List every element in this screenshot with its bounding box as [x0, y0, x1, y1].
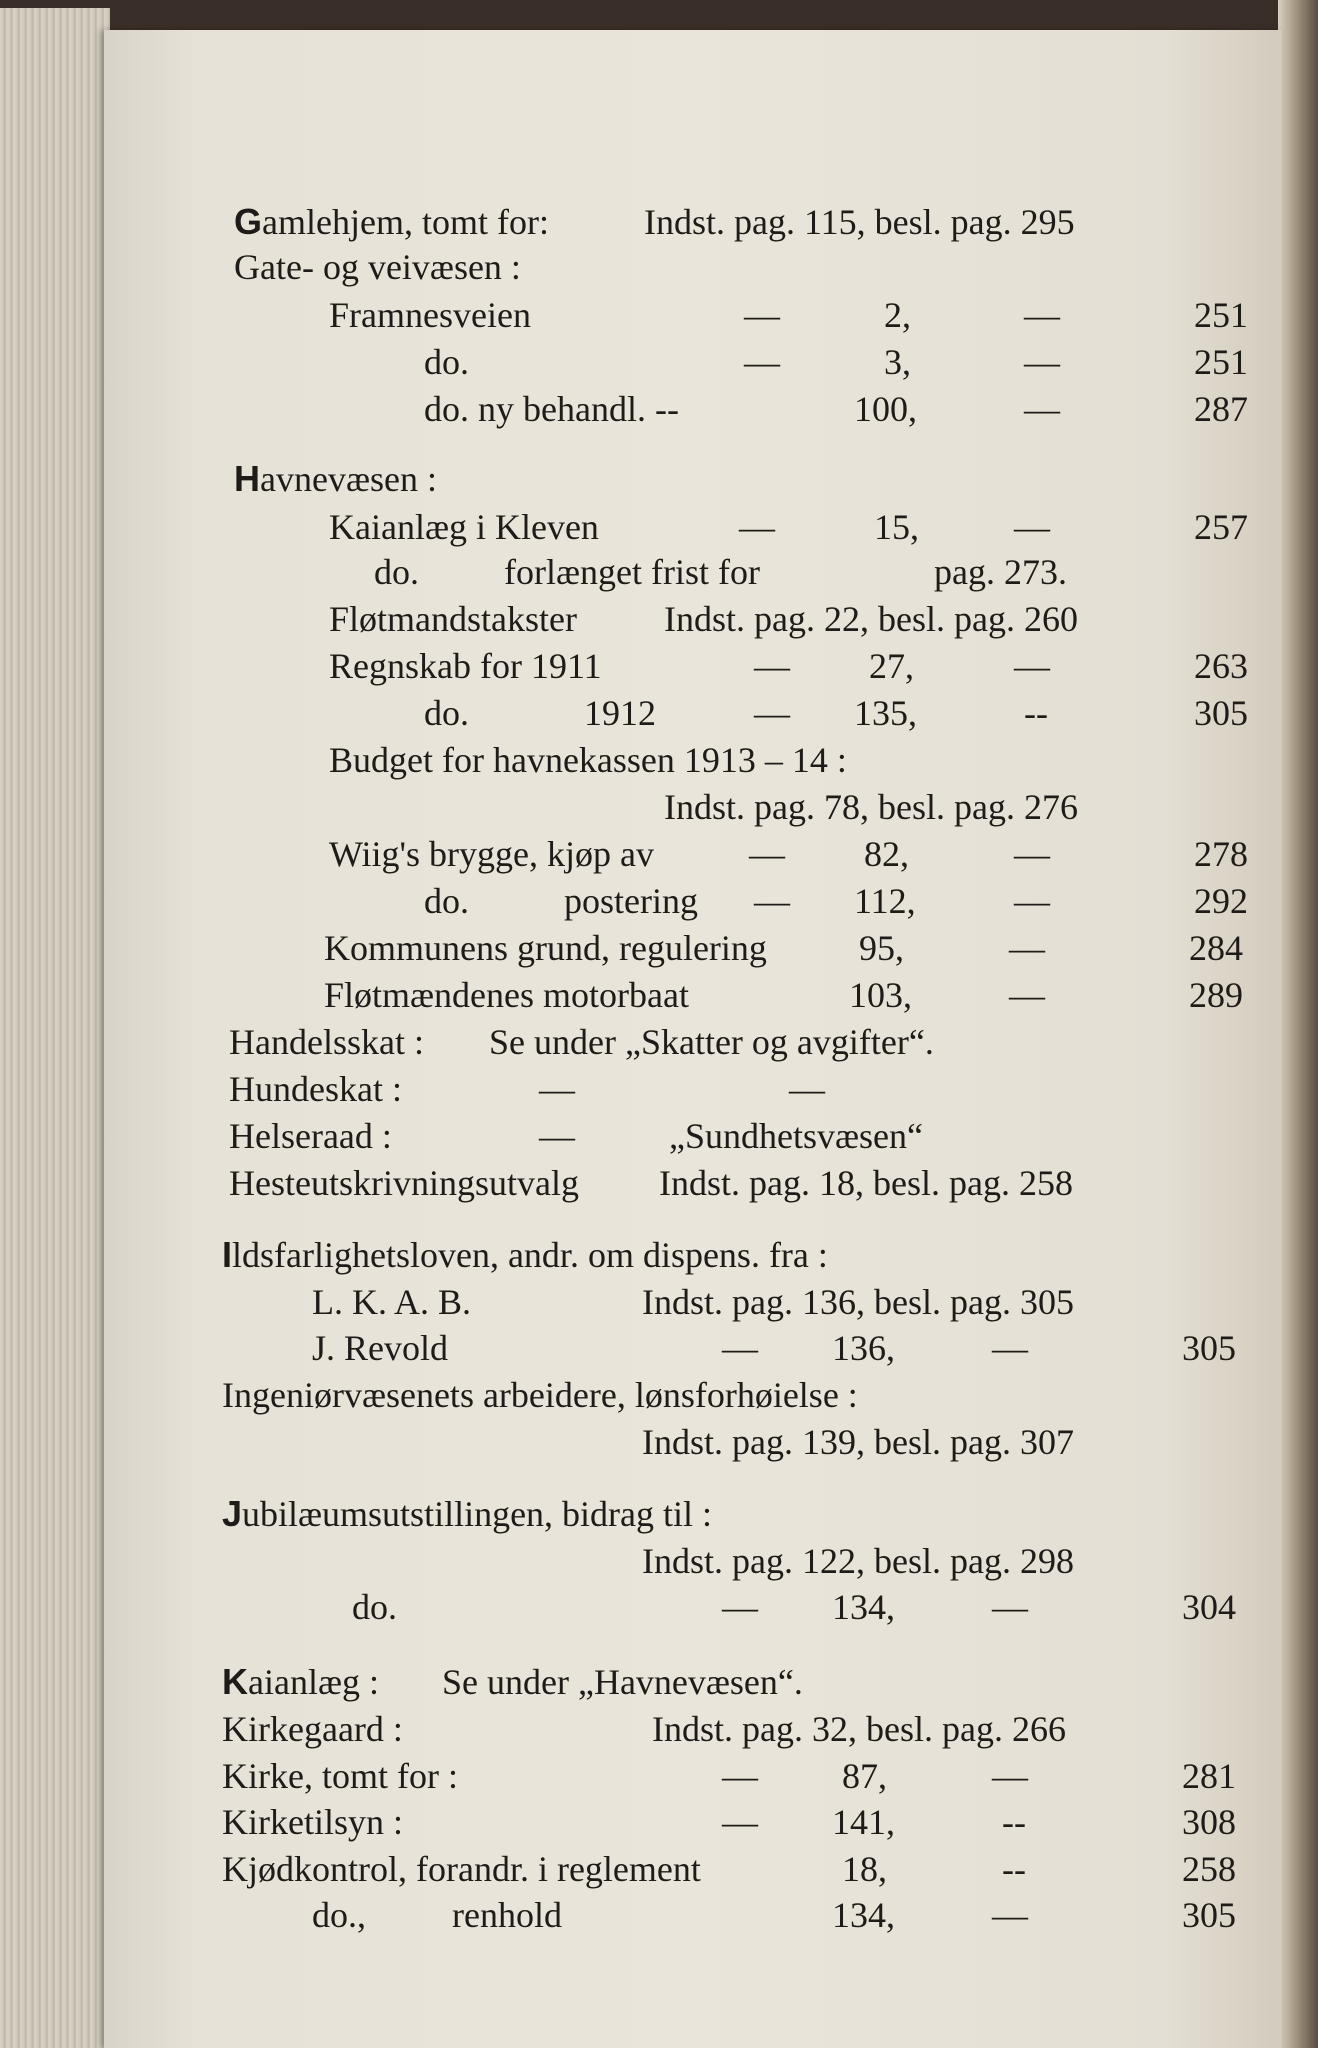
- entry-term: do. ny behandl. --: [424, 389, 679, 429]
- entry-reference: —: [744, 342, 780, 382]
- index-entry: [229, 1067, 1269, 1111]
- index-entry: [234, 644, 1274, 688]
- index-entry: [222, 1539, 1262, 1583]
- index-entry: [234, 832, 1274, 876]
- entry-term: Regnskab for 1911: [329, 646, 602, 686]
- index-entry: [229, 973, 1269, 1017]
- entry-reference: 15,: [874, 507, 919, 547]
- entry-reference: forlænget frist for: [504, 552, 760, 592]
- entry-reference: 257: [1194, 507, 1248, 547]
- entry-term: Helseraad :: [229, 1116, 392, 1156]
- entry-reference: 305: [1182, 1328, 1236, 1368]
- entry-term: Hesteutskrivningsutvalg: [229, 1163, 579, 1203]
- index-entry: [234, 245, 1274, 289]
- entry-term: Ildsfarlighetsloven, andr. om dispens. fra :: [222, 1234, 828, 1275]
- entry-term: Indst. pag. 78, besl. pag. 276: [664, 787, 1078, 827]
- entry-reference: —: [1014, 834, 1050, 874]
- entry-reference: Indst. pag. 32, besl. pag. 266: [652, 1709, 1066, 1749]
- entry-reference: 1912: [584, 693, 656, 733]
- entry-reference: 305: [1194, 693, 1248, 733]
- entry-term: Kommunens grund, regulering: [324, 928, 767, 968]
- index-entry: [222, 1280, 1262, 1324]
- index-entry: [234, 387, 1274, 431]
- entry-reference: Indst. pag. 18, besl. pag. 258: [659, 1163, 1073, 1203]
- entry-reference: Se under „Havnevæsen“.: [442, 1662, 803, 1702]
- entry-reference: —: [992, 1756, 1028, 1796]
- entry-reference: 82,: [864, 834, 909, 874]
- entry-reference: 136,: [832, 1328, 895, 1368]
- entry-term: Ingeniørvæsenets arbeidere, lønsforhøielse :: [222, 1375, 858, 1415]
- entry-reference: —: [1009, 928, 1045, 968]
- entry-reference: 2,: [884, 295, 911, 335]
- entry-term: Fløtmændenes motorbaat: [324, 975, 689, 1015]
- entry-reference: 251: [1194, 295, 1248, 335]
- entry-term: Budget for havnekassen 1913 – 14 :: [329, 740, 847, 780]
- entry-term: Kirketilsyn :: [222, 1802, 403, 1842]
- index-entry: [229, 926, 1269, 970]
- entry-reference: 287: [1194, 389, 1248, 429]
- index-entry: [229, 1020, 1269, 1064]
- entry-term: Jubilæumsutstillingen, bidrag til :: [222, 1493, 713, 1534]
- entry-reference: renhold: [452, 1895, 562, 1935]
- entry-reference: —: [1024, 295, 1060, 335]
- index-entry: [234, 691, 1274, 735]
- entry-term: do.: [424, 342, 469, 382]
- entry-term: Havnevæsen :: [234, 458, 437, 499]
- entry-reference: 95,: [859, 928, 904, 968]
- entry-term: Kaianlæg :: [222, 1661, 379, 1702]
- entry-term: Fløtmandstakster: [329, 599, 577, 639]
- entry-reference: —: [1014, 507, 1050, 547]
- entry-reference: —: [1024, 389, 1060, 429]
- entry-reference: 134,: [832, 1587, 895, 1627]
- book-page: [104, 30, 1282, 2048]
- entry-reference: 134,: [832, 1895, 895, 1935]
- index-entry: [229, 1161, 1269, 1205]
- entry-reference: 304: [1182, 1587, 1236, 1627]
- index-entry: [222, 1800, 1262, 1844]
- binding-edge: [1278, 0, 1318, 2048]
- index-entry: [234, 879, 1274, 923]
- entry-reference: Indst. pag. 115, besl. pag. 295: [644, 202, 1075, 242]
- entry-reference: 18,: [842, 1849, 887, 1889]
- entry-term: Hundeskat :: [229, 1069, 402, 1109]
- entry-term: do.: [374, 552, 419, 592]
- entry-term: Framnesveien: [329, 295, 531, 335]
- index-entry: [222, 1585, 1262, 1629]
- index-entry: [234, 597, 1274, 641]
- entry-term: Kjødkontrol, forandr. i reglement: [222, 1849, 701, 1889]
- entry-term: Handelsskat :: [229, 1022, 424, 1062]
- entry-reference: 292: [1194, 881, 1248, 921]
- entry-reference: —: [992, 1895, 1028, 1935]
- entry-reference: Indst. pag. 22, besl. pag. 260: [664, 599, 1078, 639]
- entry-reference: —: [1014, 646, 1050, 686]
- entry-term: Kaianlæg i Kleven: [329, 507, 599, 547]
- entry-reference: 3,: [884, 342, 911, 382]
- entry-term: Indst. pag. 122, besl. pag. 298: [642, 1541, 1074, 1581]
- entry-reference: —: [754, 646, 790, 686]
- entry-reference: 87,: [842, 1756, 887, 1796]
- entry-term: L. K. A. B.: [312, 1282, 472, 1322]
- entry-reference: —: [1024, 342, 1060, 382]
- entry-term: Kirke, tomt for :: [222, 1756, 458, 1796]
- entry-reference: 141,: [832, 1802, 895, 1842]
- entry-reference: 289: [1189, 975, 1243, 1015]
- entry-reference: 135,: [854, 693, 917, 733]
- index-entry: [222, 1754, 1262, 1798]
- entry-reference: —: [739, 507, 775, 547]
- entry-reference: --: [1024, 693, 1048, 733]
- entry-term: Wiig's brygge, kjøp av: [329, 834, 654, 874]
- page-edges: [0, 8, 110, 2048]
- entry-reference: 27,: [869, 646, 914, 686]
- entry-term: do.,: [312, 1895, 366, 1935]
- entry-reference: —: [744, 295, 780, 335]
- entry-reference: —: [992, 1587, 1028, 1627]
- entry-reference: 100,: [854, 389, 917, 429]
- entry-reference: pag. 273.: [934, 552, 1067, 592]
- entry-term: Gate- og veivæsen :: [234, 247, 521, 287]
- index-entry: [234, 738, 1274, 782]
- index-entry: [222, 1492, 1262, 1536]
- index-entry: [222, 1373, 1262, 1417]
- index-entry: [234, 550, 1274, 594]
- entry-reference: 263: [1194, 646, 1248, 686]
- entry-reference: 305: [1182, 1895, 1236, 1935]
- entry-reference: „Sundhetsvæsen“: [669, 1116, 923, 1156]
- index-entry: [234, 293, 1274, 337]
- index-entry: [222, 1326, 1262, 1370]
- entry-reference: 103,: [849, 975, 912, 1015]
- entry-reference: 112,: [854, 881, 916, 921]
- entry-reference: —: [539, 1116, 575, 1156]
- entry-reference: 251: [1194, 342, 1248, 382]
- entry-reference: Indst. pag. 136, besl. pag. 305: [642, 1282, 1074, 1322]
- entry-reference: —: [789, 1069, 825, 1109]
- entry-reference: —: [722, 1802, 758, 1842]
- entry-term: do.: [424, 881, 469, 921]
- index-entry: [229, 1114, 1269, 1158]
- entry-reference: 278: [1194, 834, 1248, 874]
- entry-term: do.: [352, 1587, 397, 1627]
- index-entry: [222, 1847, 1262, 1891]
- entry-term: J. Revold: [312, 1328, 449, 1368]
- index-entry: [234, 200, 1274, 244]
- entry-reference: 284: [1189, 928, 1243, 968]
- entry-reference: —: [722, 1328, 758, 1368]
- entry-reference: 281: [1182, 1756, 1236, 1796]
- entry-term: Kirkegaard :: [222, 1709, 403, 1749]
- entry-reference: —: [749, 834, 785, 874]
- index-entry: [234, 785, 1274, 829]
- index-entry: [222, 1660, 1262, 1704]
- entry-term: do.: [424, 693, 469, 733]
- entry-reference: postering: [564, 881, 698, 921]
- entry-reference: --: [1002, 1849, 1026, 1889]
- index-entry: [222, 1707, 1262, 1751]
- entry-term: Gamlehjem, tomt for:: [234, 201, 549, 242]
- entry-reference: —: [1014, 881, 1050, 921]
- entry-reference: Se under „Skatter og avgifter“.: [489, 1022, 934, 1062]
- entry-reference: —: [992, 1328, 1028, 1368]
- index-entry: [234, 505, 1274, 549]
- entry-reference: —: [754, 693, 790, 733]
- index-entry: [222, 1233, 1262, 1277]
- index-entry: [222, 1893, 1262, 1937]
- entry-reference: —: [539, 1069, 575, 1109]
- entry-term: Indst. pag. 139, besl. pag. 307: [642, 1422, 1074, 1462]
- entry-reference: --: [1002, 1802, 1026, 1842]
- entry-reference: —: [754, 881, 790, 921]
- entry-reference: —: [722, 1756, 758, 1796]
- entry-reference: 258: [1182, 1849, 1236, 1889]
- index-entry: [234, 457, 1274, 501]
- entry-reference: 308: [1182, 1802, 1236, 1842]
- index-entry: [234, 340, 1274, 384]
- entry-reference: —: [1009, 975, 1045, 1015]
- entry-reference: —: [722, 1587, 758, 1627]
- index-entry: [222, 1420, 1262, 1464]
